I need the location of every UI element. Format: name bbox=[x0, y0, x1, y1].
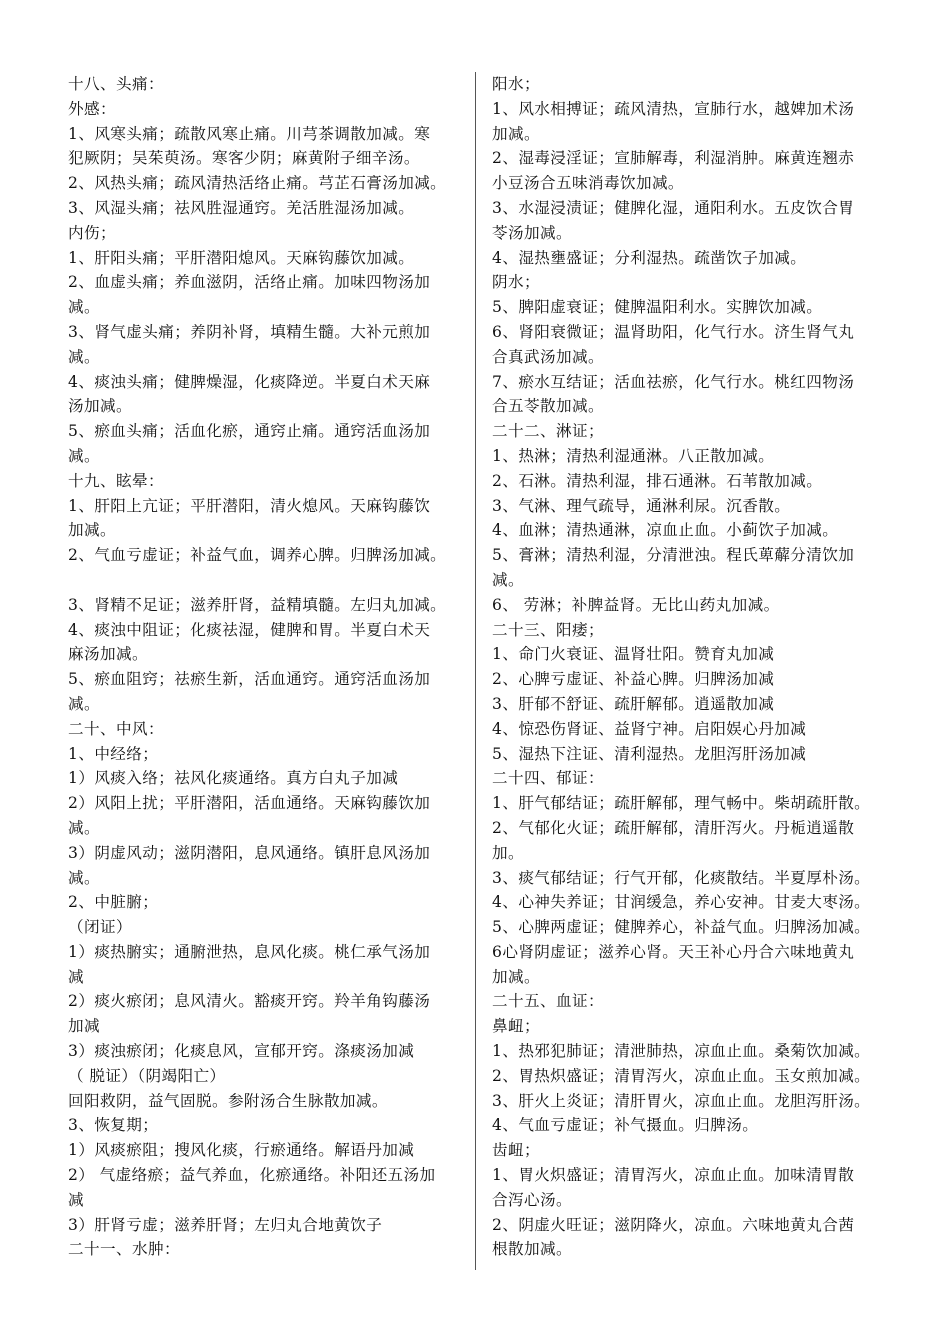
text-line: 1、风寒头痛；疏散风寒止痛。川芎茶调散加减。寒 bbox=[68, 124, 431, 143]
text-line: 2、风热头痛；疏风清热活络止痛。芎芷石膏汤加减。 bbox=[68, 174, 447, 193]
text-line: 2、中脏腑； bbox=[68, 893, 159, 912]
text-line: 1、中经络； bbox=[68, 744, 159, 763]
text-line bbox=[68, 568, 464, 593]
text-line: 3、肾气虚头痛；养阴补肾，填精生髓。大补元煎加 bbox=[68, 322, 431, 341]
text-line: 阳水； bbox=[492, 75, 540, 93]
text-line: 4、痰浊头痛；健脾燥湿，化痰降逆。半夏白术天麻 bbox=[68, 372, 431, 391]
text-line: 3）肝肾亏虚；滋养肝肾；左归丸合地黄饮子 bbox=[68, 1215, 383, 1234]
text-line: 阴水； bbox=[492, 273, 540, 292]
text-line: 减。 bbox=[68, 298, 100, 317]
text-line: 2）风阳上扰；平肝潜阳，活血通络。天麻钩藤饮加 bbox=[68, 794, 431, 813]
text-line: 苓汤加减。 bbox=[492, 223, 572, 242]
text-line: 2） 气虚络瘀；益气养血，化瘀通络。补阳还五汤加 bbox=[68, 1166, 436, 1185]
text-line: （闭证） bbox=[68, 918, 132, 937]
text-line: 二十四、郁证： bbox=[492, 769, 604, 788]
text-line: 2）痰火瘀闭；息风清火。豁痰开窍。羚羊角钩藤汤 bbox=[68, 992, 431, 1011]
text-line: 5、心脾两虚证；健脾养心，补益气血。归脾汤加减。 bbox=[492, 918, 871, 937]
text-line: 加。 bbox=[492, 843, 524, 862]
text-line: 外感： bbox=[68, 99, 116, 118]
text-line: 6、 劳淋；补脾益肾。无比山药丸加减。 bbox=[492, 595, 780, 614]
right-column bbox=[492, 72, 888, 1262]
text-line: 小豆汤合五味消毒饮加减。 bbox=[492, 174, 684, 193]
text-line: 4、惊恐伤肾证、益肾宁神。启阳娱心丹加减 bbox=[492, 719, 807, 738]
text-line: 二十一、水肿： bbox=[68, 1240, 180, 1259]
text-line: 1、命门火衰证、温肾壮阳。赞育丸加减 bbox=[492, 645, 775, 664]
column-divider bbox=[475, 72, 476, 1270]
text-line: 4、痰浊中阻证；化痰祛湿，健脾和胃。半夏白术天 bbox=[68, 620, 431, 639]
text-line: 5、脾阳虚衰证；健脾温阳利水。实脾饮加减。 bbox=[492, 298, 823, 317]
text-line: 7、瘀水互结证；活血祛瘀，化气行水。桃红四物汤 bbox=[492, 372, 855, 391]
text-line: 4、心神失养证；甘润缓急，养心安神。甘麦大枣汤。 bbox=[492, 893, 871, 912]
text-line: 加减。 bbox=[492, 124, 540, 143]
text-line: 3、气淋、理气疏导，通淋利尿。沉香散。 bbox=[492, 496, 791, 515]
text-line: 3、水湿浸渍证；健脾化湿，通阳利水。五皮饮合胃 bbox=[492, 198, 855, 217]
text-line: 3、肾精不足证；滋养肝肾，益精填髓。左归丸加减。 bbox=[68, 595, 447, 614]
text-line: 回阳救阴，益气固脱。参附汤合生脉散加减。 bbox=[68, 1091, 388, 1110]
text-line: 减。 bbox=[68, 446, 100, 465]
text-line: 2、心脾亏虚证、补益心脾。归脾汤加减 bbox=[492, 670, 775, 689]
text-line: 麻汤加减。 bbox=[68, 645, 148, 664]
text-line: 减。 bbox=[68, 694, 100, 713]
text-line: 5、瘀血头痛；活血化瘀，通窍止痛。通窍活血汤加 bbox=[68, 422, 431, 441]
text-line: 十九、眩晕： bbox=[68, 471, 164, 490]
text-line: 加减 bbox=[68, 1017, 100, 1036]
text-line: 5、膏淋；清热利湿，分清泄浊。程氏萆薢分清饮加 bbox=[492, 546, 855, 565]
text-line: 4、气血亏虚证；补气摄血。归脾汤。 bbox=[492, 1116, 759, 1135]
text-line: 合泻心汤。 bbox=[492, 1190, 572, 1209]
text-line: 加减。 bbox=[492, 967, 540, 986]
text-line: 2、血虚头痛；养血滋阴，活络止痛。加味四物汤加 bbox=[68, 273, 431, 292]
text-line: 减。 bbox=[68, 818, 100, 837]
text-line: 2、阴虚火旺证；滋阴降火，凉血。六味地黄丸合茜 bbox=[492, 1215, 855, 1234]
text-line: 3、风湿头痛；祛风胜湿通窍。羌活胜湿汤加减。 bbox=[68, 198, 415, 217]
text-line: 2、胃热炽盛证；清胃泻火，凉血止血。玉女煎加减。 bbox=[492, 1066, 871, 1085]
text-line: 汤加减。 bbox=[68, 397, 132, 416]
text-line: 1、风水相搏证；疏风清热，宣肺行水，越婢加术汤 bbox=[492, 99, 855, 118]
text-line: 6、肾阳衰微证；温肾助阳，化气行水。济生肾气丸 bbox=[492, 322, 855, 341]
left-column bbox=[68, 72, 464, 1262]
text-line: （ 脱证）（阴竭阳亡） bbox=[68, 1066, 226, 1085]
text-line: 根散加减。 bbox=[492, 1240, 572, 1259]
text-line: 鼻衄； bbox=[492, 1017, 540, 1036]
text-line: 十八、头痛： bbox=[68, 75, 164, 93]
text-line: 1、胃火炽盛证；清胃泻火，凉血止血。加味清胃散 bbox=[492, 1166, 855, 1185]
text-line: 二十三、阳痿； bbox=[492, 620, 604, 639]
text-line: 3）痰浊瘀闭；化痰息风，宣郁开窍。涤痰汤加减 bbox=[68, 1042, 415, 1061]
text-line: 6心肾阴虚证；滋养心肾。天王补心丹合六味地黄丸 bbox=[492, 942, 855, 961]
text-line: 4、湿热壅盛证；分利湿热。疏凿饮子加减。 bbox=[492, 248, 807, 267]
text-line: 合真武汤加减。 bbox=[492, 347, 604, 366]
text-line: 3、恢复期； bbox=[68, 1116, 159, 1135]
text-line: 2、湿毒浸淫证；宣肺解毒，利湿消肿。麻黄连翘赤 bbox=[492, 149, 855, 168]
text-line: 1）风痰瘀阻；搜风化痰，行瘀通络。解语丹加减 bbox=[68, 1141, 415, 1160]
text-line: 3）阴虚风动；滋阴潜阳，息风通络。镇肝息风汤加 bbox=[68, 843, 431, 862]
text-line: 犯厥阴；吴茱萸汤。寒客少阴；麻黄附子细辛汤。 bbox=[68, 149, 420, 168]
text-line: 1、肝阳头痛；平肝潜阳熄风。天麻钩藤饮加减。 bbox=[68, 248, 415, 267]
text-line: 二十二、淋证； bbox=[492, 422, 604, 441]
text-line: 减。 bbox=[68, 347, 100, 366]
text-line: 3、痰气郁结证；行气开郁，化痰散结。半夏厚朴汤。 bbox=[492, 868, 871, 887]
text-line: 合五苓散加减。 bbox=[492, 397, 604, 416]
text-line: 3、肝火上炎证；清肝胃火，凉血止血。龙胆泻肝汤。 bbox=[492, 1091, 871, 1110]
text-line: 1）风痰入络；祛风化痰通络。真方白丸子加减 bbox=[68, 769, 399, 788]
text-line: 减。 bbox=[68, 868, 100, 887]
text-line: 加减。 bbox=[68, 521, 116, 540]
text-line: 1）痰热腑实；通腑泄热，息风化痰。桃仁承气汤加 bbox=[68, 942, 431, 961]
text-line: 齿衄； bbox=[492, 1141, 540, 1160]
text-line: 1、热邪犯肺证；清泄肺热，凉血止血。桑菊饮加减。 bbox=[492, 1042, 871, 1061]
text-line: 减 bbox=[68, 1190, 84, 1209]
text-line: 3、肝郁不舒证、疏肝解郁。逍遥散加减 bbox=[492, 694, 775, 713]
text-line: 内伤； bbox=[68, 223, 116, 242]
text-line: 二十、中风： bbox=[68, 719, 164, 738]
text-line: 1、肝阳上亢证；平肝潜阳，清火熄风。天麻钩藤饮 bbox=[68, 496, 431, 515]
text-line: 1、热淋；清热利湿通淋。八正散加减。 bbox=[492, 446, 775, 465]
text-line: 4、血淋；清热通淋，凉血止血。小蓟饮子加减。 bbox=[492, 521, 839, 540]
text-line: 2、气郁化火证；疏肝解郁，清肝泻火。丹栀逍遥散 bbox=[492, 818, 855, 837]
text-line: 减。 bbox=[492, 570, 524, 589]
text-line: 二十五、血证： bbox=[492, 992, 604, 1011]
text-line: 5、瘀血阻窍；祛瘀生新，活血通窍。通窍活血汤加 bbox=[68, 670, 431, 689]
text-line: 减 bbox=[68, 967, 84, 986]
text-line: 2、气血亏虚证；补益气血，调养心脾。归脾汤加减。 bbox=[68, 546, 447, 565]
text-line: 1、肝气郁结证；疏肝解郁，理气畅中。柴胡疏肝散。 bbox=[492, 794, 871, 813]
text-line: 5、湿热下注证、清利湿热。龙胆泻肝汤加减 bbox=[492, 744, 807, 763]
text-line: 2、石淋。清热利湿，排石通淋。石苇散加减。 bbox=[492, 471, 823, 490]
